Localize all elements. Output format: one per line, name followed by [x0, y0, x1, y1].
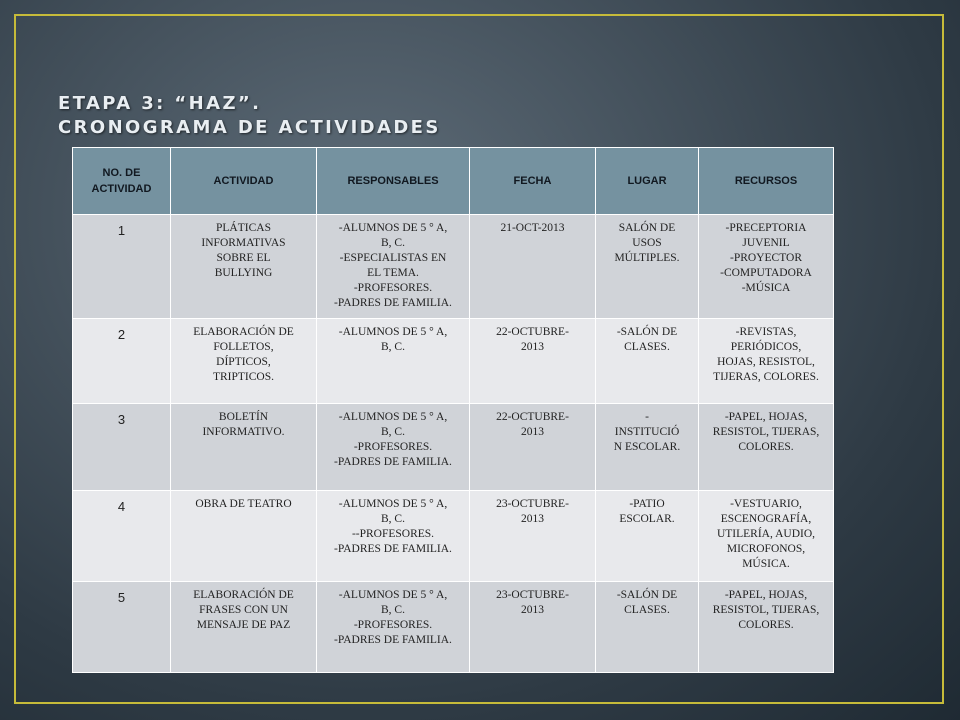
cell-lugar: SALÓN DE USOS MÚLTIPLES.: [596, 215, 699, 319]
table-row: [73, 404, 834, 491]
cell-fecha: 23-OCTUBRE- 2013: [470, 582, 596, 673]
cell-responsables: -ALUMNOS DE 5 ° A, B, C. -ESPECIALISTAS EN EL TEMA. -PROFESORES. -PADRES DE FAMILIA.: [317, 215, 470, 319]
cell-fecha: 22-OCTUBRE- 2013: [470, 319, 596, 404]
cell-lugar: -SALÓN DE CLASES.: [596, 582, 699, 673]
cell-num: 3: [73, 404, 171, 491]
cell-responsables: -ALUMNOS DE 5 ° A, B, C. -PROFESORES. -PADRES DE FAMILIA.: [317, 404, 470, 491]
cell-actividad: PLÁTICAS INFORMATIVAS SOBRE EL BULLYING: [171, 215, 317, 319]
cell-recursos: -PAPEL, HOJAS, RESISTOL, TIJERAS, COLORES.: [699, 404, 834, 491]
cell-actividad: ELABORACIÓN DE FOLLETOS, DÍPTICOS, TRIPTICOS.: [171, 319, 317, 404]
cell-actividad: OBRA DE TEATRO: [171, 491, 317, 582]
cell-responsables: -ALUMNOS DE 5 ° A, B, C.: [317, 319, 470, 404]
cell-actividad: BOLETÍN INFORMATIVO.: [171, 404, 317, 491]
cell-num: 1: [73, 215, 171, 319]
cell-responsables: -ALUMNOS DE 5 ° A, B, C. --PROFESORES. -PADRES DE FAMILIA.: [317, 491, 470, 582]
cell-lugar: -SALÓN DE CLASES.: [596, 319, 699, 404]
cell-num: 4: [73, 491, 171, 582]
header-lugar: LUGAR: [596, 148, 699, 215]
cell-actividad: ELABORACIÓN DE FRASES CON UN MENSAJE DE PAZ: [171, 582, 317, 673]
slide-title: [58, 92, 441, 140]
title-line-2: CRONOGRAMA DE ACTIVIDADES: [58, 117, 441, 138]
header-responsables: RESPONSABLES: [317, 148, 470, 215]
cell-fecha: 22-OCTUBRE- 2013: [470, 404, 596, 491]
header-recursos: RECURSOS: [699, 148, 834, 215]
header-no-actividad: NO. DE ACTIVIDAD: [73, 148, 171, 215]
cell-num: 5: [73, 582, 171, 673]
table-row: [73, 582, 834, 673]
table-row: [73, 215, 834, 319]
cell-recursos: -REVISTAS, PERIÓDICOS, HOJAS, RESISTOL, TIJERAS, COLORES.: [699, 319, 834, 404]
cell-recursos: -VESTUARIO, ESCENOGRAFÍA, UTILERÍA, AUDIO, MICROFONOS, MÚSICA.: [699, 491, 834, 582]
cell-fecha: 21-OCT-2013: [470, 215, 596, 319]
cell-fecha: 23-OCTUBRE- 2013: [470, 491, 596, 582]
table-row: [73, 319, 834, 404]
header-actividad: ACTIVIDAD: [171, 148, 317, 215]
table-header-row: [73, 148, 834, 215]
cell-lugar: - INSTITUCIÓ N ESCOLAR.: [596, 404, 699, 491]
cell-responsables: -ALUMNOS DE 5 ° A, B, C. -PROFESORES. -PADRES DE FAMILIA.: [317, 582, 470, 673]
cell-lugar: -PATIO ESCOLAR.: [596, 491, 699, 582]
table-row: [73, 491, 834, 582]
cell-num: 2: [73, 319, 171, 404]
cell-recursos: -PAPEL, HOJAS, RESISTOL, TIJERAS, COLORES.: [699, 582, 834, 673]
activities-schedule-table: [72, 147, 834, 673]
title-line-1: ETAPA 3: “HAZ”.: [58, 93, 262, 114]
cell-recursos: -PRECEPTORIA JUVENIL -PROYECTOR -COMPUTADORA -MÚSICA: [699, 215, 834, 319]
header-fecha: FECHA: [470, 148, 596, 215]
